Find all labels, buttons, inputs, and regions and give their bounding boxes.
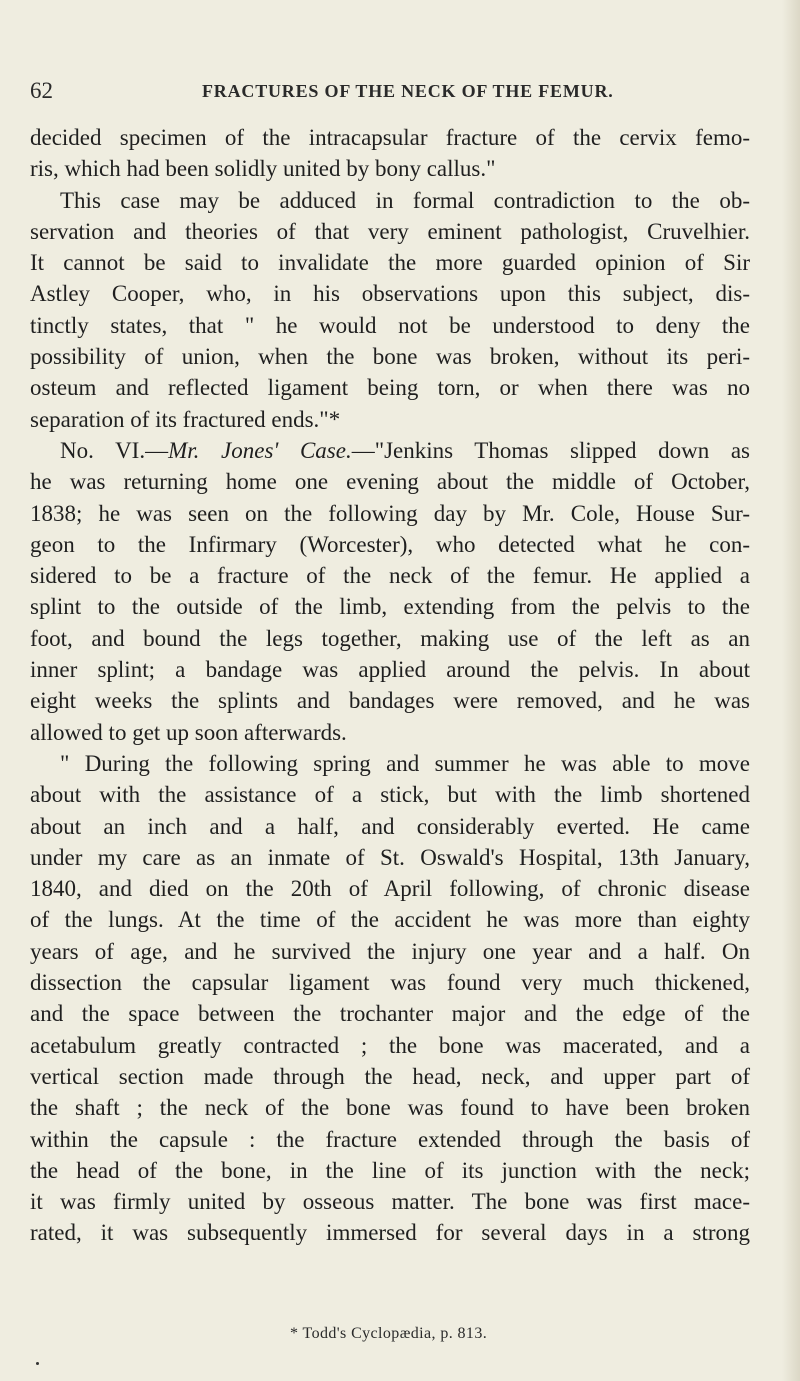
text-line: osteum and reflected ligament being torn, or when there was no <box>30 375 750 401</box>
text-line: separation of its fractured ends."* <box>30 406 341 432</box>
text-line: It cannot be said to invalidate the more guarded opinion of Sir <box>30 250 750 276</box>
text-line: rated, it was subsequently immersed for several days in a strong <box>30 1220 750 1246</box>
text-line: " During the following spring and summer he was able to move <box>60 750 750 776</box>
case-number: No. VI.— <box>60 437 169 463</box>
text-line: 1840, and died on the 20th of April following, of chronic disease <box>30 876 750 902</box>
text-line: under my care as an inmate of St. Oswald's Hospital, 13th January, <box>30 844 750 870</box>
text-line: possibility of union, when the bone was broken, without its peri- <box>30 344 750 370</box>
footnote: * Todd's Cyclopædia, p. 813. <box>290 1325 488 1342</box>
text-line: splint to the outside of the limb, extending from the pelvis to the <box>30 594 750 620</box>
text-line: of the lungs. At the time of the accident he was more than eighty <box>30 907 750 933</box>
page-number: 62 <box>30 78 53 103</box>
text-line: geon to the Infirmary (Worcester), who detected what he con- <box>30 531 750 557</box>
text-line: the shaft ; the neck of the bone was found to have been broken <box>30 1095 750 1121</box>
text-line: inner splint; a bandage was applied around the pelvis. In about <box>30 657 750 683</box>
case-text: —"Jenkins Thomas slipped down as <box>351 437 750 463</box>
text-line: eight weeks the splints and bandages were removed, and he was <box>30 688 750 714</box>
text-line: servation and theories of that very eminent pathologist, Cruvelhier. <box>30 218 750 244</box>
text-line: 1838; he was seen on the following day by Mr. Cole, House Sur- <box>30 500 750 526</box>
text-line: vertical section made through the head, neck, and upper part of <box>30 1063 750 1089</box>
text-line: dissection the capsular ligament was found very much thickened, <box>30 970 750 996</box>
text-line: about an inch and a half, and considerably everted. He came <box>30 813 750 839</box>
page-speck <box>36 1362 39 1365</box>
body-text <box>30 122 750 1249</box>
text-line: the head of the bone, in the line of its junction with the neck; <box>30 1157 750 1183</box>
case-heading-line <box>30 435 750 466</box>
text-line: sidered to be a fracture of the neck of the femur. He applied a <box>30 563 750 589</box>
text-line: Astley Cooper, who, in his observations upon this subject, dis- <box>30 281 750 307</box>
text-line: decided specimen of the intracapsular fracture of the cervix femo- <box>30 125 750 150</box>
running-title: FRACTURES OF THE NECK OF THE FEMUR. <box>202 81 614 101</box>
text-line: foot, and bound the legs together, making use of the left as an <box>30 625 750 651</box>
text-line: tinctly states, that " he would not be understood to deny the <box>30 312 750 338</box>
text-line: ris, which had been solidly united by bony callus." <box>30 156 496 182</box>
text-line: about with the assistance of a stick, but with the limb shortened <box>30 782 750 808</box>
text-line: it was firmly united by osseous matter. The bone was first mace- <box>30 1189 750 1215</box>
text-line: acetabulum greatly contracted ; the bone was macerated, and a <box>30 1032 750 1058</box>
case-title: Mr. Jones' Case. <box>168 437 352 463</box>
text-line: This case may be adduced in formal contradiction to the ob- <box>60 187 750 213</box>
page-edge-shadow <box>782 0 800 1381</box>
text-line: and the space between the trochanter major and the edge of the <box>30 1001 750 1027</box>
text-line: years of age, and he survived the injury one year and a half. On <box>30 938 750 964</box>
text-line: allowed to get up soon afterwards. <box>30 719 347 745</box>
text-line: he was returning home one evening about the middle of October, <box>30 469 750 495</box>
text-line: within the capsule : the fracture extended through the basis of <box>30 1126 750 1152</box>
